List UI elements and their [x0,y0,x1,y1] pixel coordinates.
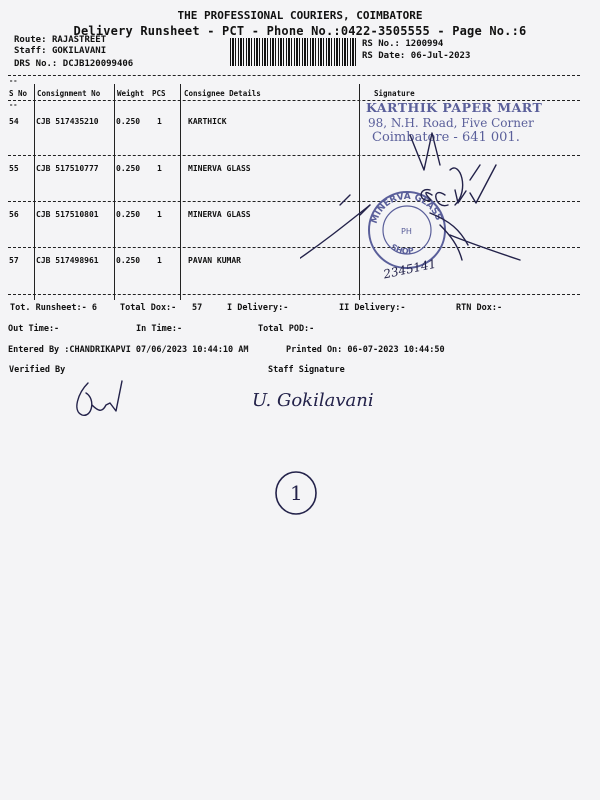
row-pcs: 1 [157,256,162,265]
rs-no-label: RS No.: [362,39,400,49]
row-weight: 0.250 [116,256,141,265]
column-rule [180,84,181,300]
runsheet-title: Delivery Runsheet - PCT - Phone No.:0422-3505555 - Page No.:6 [73,24,527,38]
column-header-signature: Signature [374,89,415,98]
row-consignee: MINERVA GLASS [188,164,251,173]
company-title: THE PROFESSIONAL COURIERS, COIMBATORE [177,9,423,22]
row-pcs: 1 [157,117,162,126]
drs-line [14,59,133,69]
verifier-signature [66,375,136,425]
row-weight: 0.250 [116,210,141,219]
total-dox-label: Total Dox:- [120,303,177,313]
drs-value: DCJB120099406 [62,59,134,69]
route-label: Route: [14,35,47,45]
row-consignment: CJB 517498961 [36,256,99,265]
dash-marker: -- [9,77,18,85]
rs-date-label: RS Date: [362,51,406,61]
row-consignee: MINERVA GLASS [188,210,251,219]
handwritten-number: 2345141 [382,256,438,282]
tot-runsheet: Tot. Runsheet:- 6 [10,303,97,313]
out-time: Out Time:- [8,324,60,334]
circled-mark-number: 1 [290,481,303,505]
circled-mark [272,468,322,518]
shop-stamp-name: KARTHIK PAPER MART [366,100,543,115]
staff-line [14,46,106,56]
row-sno: 55 [9,164,19,173]
rtn-dox: RTN Dox:- [456,303,503,313]
staff-signature-label: Staff Signature [268,365,345,375]
round-stamp-center-text: PH [401,227,412,236]
row-pcs: 1 [157,164,162,173]
column-header-consignment: Consignment No [37,89,101,98]
total-dox-value: 57 [192,303,203,313]
rs-no-line [362,39,443,49]
row-sno: 57 [9,256,19,265]
rs-date-value: 06-Jul-2023 [410,51,471,61]
entered-by: Entered By :CHANDRIKAPVI 07/06/2023 10:44:10 AM [8,345,249,355]
rs-no-value: 1200994 [405,39,444,49]
rs-date-line [362,51,470,61]
barcode [230,38,356,66]
staff-handwritten-signature: U. Gokilavani [252,390,374,411]
signature-strokes [340,195,370,215]
verified-by-label: Verified By [9,365,66,375]
dash-marker: -- [9,101,18,109]
ii-delivery: II Delivery:- [339,303,406,313]
signature-big-s [430,213,468,260]
row-weight: 0.250 [116,164,141,173]
row-sno: 54 [9,117,19,126]
column-header-consignee: Consignee Details [184,89,261,98]
in-time: In Time:- [136,324,183,334]
route-value: RAJASTREET [51,35,107,45]
column-rule [34,84,35,300]
total-pod: Total POD:- [258,324,315,334]
column-header-pcs: PCS [152,89,166,98]
i-delivery: I Delivery:- [227,303,289,313]
column-header-weight: Weight [117,89,145,98]
row-weight: 0.250 [116,117,141,126]
round-stamp-bottom-text: SHOP [389,242,415,256]
staff-label: Staff: [14,46,47,56]
signature-snel [436,165,496,206]
column-rule [114,84,115,300]
row-consignment: CJB 517435210 [36,117,99,126]
row-consignee: KARTHICK [188,117,227,126]
drs-label: DRS No.: [14,59,58,69]
round-stamp-top-text: MINERVA GLASS [369,191,444,225]
row-consignment: CJB 517510777 [36,164,99,173]
column-header-sno: S No [9,89,28,98]
shop-stamp-address-2: Coimbatore - 641 001. [372,130,520,145]
signature-mark [450,165,480,205]
shop-stamp-address-1: 98, N.H. Road, Five Corner [368,116,534,130]
divider [8,75,580,76]
signature-loop [421,190,432,201]
row-sno: 56 [9,210,19,219]
row-consignee: PAVAN KUMAR [188,256,241,265]
signature-mr [410,133,440,170]
signature-line [300,205,370,265]
row-consignment: CJB 517510801 [36,210,99,219]
printed-on: Printed On: 06-07-2023 10:44:50 [286,345,445,355]
row-pcs: 1 [157,210,162,219]
route-line [14,35,106,45]
staff-value: GOKILAVANI [51,46,107,56]
